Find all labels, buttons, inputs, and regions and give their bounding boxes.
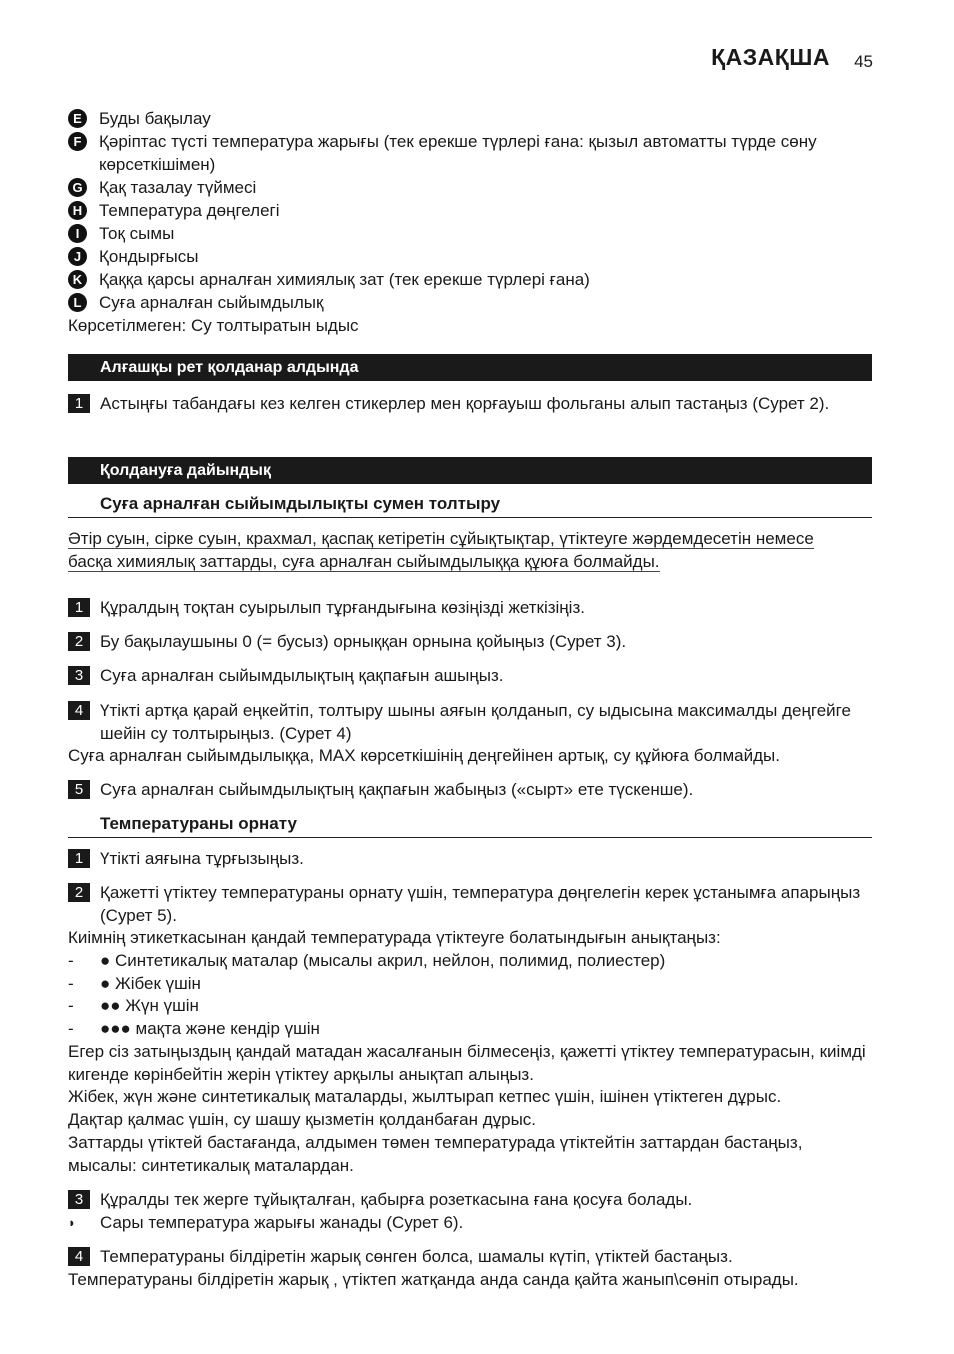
step-item: 4 Үтікті артқа қарай еңкейтіп, толтыру шыны аяғын қолданып, су ыдысына максималды деңгейге шейін су толтырыңыз. (Сурет 4) xyxy=(68,699,872,745)
warning-text: Әтір суын, сірке суын, крахмал, қаспақ кетіретін сұйықтықтар, үтіктеуге жәрдемдесетін немесе басқа химиялық заттарды, суға арналған сыйымдылыққа құюға болмайды. xyxy=(68,529,814,571)
step-number: 1 xyxy=(68,598,90,617)
letter-k-icon: K xyxy=(68,270,87,289)
letter-i-icon: I xyxy=(68,224,87,243)
letter-l-icon: L xyxy=(68,293,87,312)
legend-item: H Температура дөңгелегі xyxy=(68,199,888,222)
step-item: 3 Суға арналған сыйымдылықтың қақпағын ашыңыз. xyxy=(68,664,872,687)
legend-note: Көрсетілмеген: Су толтыратын ыдыс xyxy=(68,316,359,335)
step-item: 4 Температураны білдіретін жарық сөнген болса, шамалы күтіп, үтіктей бастаңыз. xyxy=(68,1245,872,1268)
letter-e-icon: E xyxy=(68,109,87,128)
letter-g-icon: G xyxy=(68,178,87,197)
paragraph: Заттарды үтіктей бастағанда, алдымен төмен температурада үтіктейтін заттардан бастаңыз, мысалы: синтетикалық маталардан. xyxy=(68,1133,803,1175)
legend-item: I Тоқ сымы xyxy=(68,222,888,245)
step-number: 3 xyxy=(68,666,90,685)
letter-j-icon: J xyxy=(68,247,87,266)
step-item: 5 Суға арналған сыйымдылықтың қақпағын жабыңыз («сырт» ете түскенше). xyxy=(68,778,872,801)
page-title: ҚАЗАҚША xyxy=(711,44,830,70)
letter-h-icon: H xyxy=(68,201,87,220)
step-number: 4 xyxy=(68,701,90,720)
note-text: Суға арналған сыйымдылыққа, MAX көрсеткішінің деңгейінен артық, су құйюға болмайды. xyxy=(68,746,780,765)
step-item: 1 Құралдың тоқтан суырылып тұрғандығына көзіңізді жеткізіңіз. xyxy=(68,596,872,619)
list-item: - ● Жібек үшін xyxy=(68,974,201,993)
legend-item: K Қаққа қарсы арналған химиялық зат (тек ерекше түрлері ғана) xyxy=(68,268,888,291)
legend-item: F Қәріптас түсті температура жарығы (тек ерекше түрлері ғана: қызыл автоматты түрде сөну көрсеткішімен) xyxy=(68,130,888,176)
note-text: Температураны білдіретін жарық , үтіктеп жатқанда анда санда қайта жанып\сөніп отырады. xyxy=(68,1270,799,1289)
legend-item: E Буды бақылау xyxy=(68,107,888,130)
paragraph: Дақтар қалмас үшін, су шашу қызметін қолданбаған дұрыс. xyxy=(68,1110,537,1129)
subsection-title-fill-water: Суға арналған сыйымдылықты сумен толтыру xyxy=(68,492,872,518)
step-number: 2 xyxy=(68,883,90,902)
step-number: 4 xyxy=(68,1247,90,1266)
legend-item: J Қондырғысы xyxy=(68,245,888,268)
paragraph: Егер сіз затыңыздың қандай матадан жасалғанын білмесеңіз, қажетті үтіктеу температурасын, киімді кигенде көрінбейтін жерін үтіктеу арқылы анықтап алыңыз. xyxy=(68,1042,866,1084)
section-header-preparation: Қолдануға дайындық xyxy=(68,457,872,484)
step-item: 2 Қажетті үтіктеу температураны орнату үшін, температура дөңгелегін керек ұстанымға апарыңыз (Сурет 5). xyxy=(68,881,872,927)
step-item: 1 Үтікті аяғына тұрғызыңыз. xyxy=(68,847,872,870)
step-number: 2 xyxy=(68,632,90,651)
step-number: 5 xyxy=(68,780,90,799)
step-number: 1 xyxy=(68,394,90,413)
step-item: 2 Бу бақылаушыны 0 (= бусыз) орныққан орнына қойыңыз (Сурет 3). xyxy=(68,630,872,653)
result-arrow-icon: ◗ xyxy=(68,1215,76,1230)
legend-item: L Суға арналған сыйымдылық xyxy=(68,291,888,314)
step-item: 3 Құралды тек жерге тұйықталған, қабырға розеткасына ғана қосуға болады. xyxy=(68,1188,872,1211)
list-item: - ● Синтетикалық маталар (мысалы акрил, нейлон, полимид, полиестер) xyxy=(68,951,666,970)
list-item: - ●●● мақта және кендір үшін xyxy=(68,1019,320,1038)
step-number: 1 xyxy=(68,849,90,868)
step-number: 3 xyxy=(68,1190,90,1209)
legend-item: G Қақ тазалау түймесі xyxy=(68,176,888,199)
subsection-title-temperature: Температураны орнату xyxy=(68,812,872,838)
step-item: 1 Астыңғы табандағы кез келген стикерлер мен қорғауыш фольганы алып тастаңыз (Сурет 2). xyxy=(68,392,872,415)
result-item: ◗ Сары температура жарығы жанады (Сурет 6). xyxy=(68,1213,464,1232)
page-number: 45 xyxy=(854,52,873,71)
letter-f-icon: F xyxy=(68,132,87,151)
parts-legend xyxy=(68,107,888,337)
paragraph: Жібек, жүн және синтетикалық маталарды, жылтырап кетпес үшін, ішінен үтіктеген дұрыс. xyxy=(68,1087,782,1106)
section-header-first-use: Алғашқы рет қолданар алдында xyxy=(68,354,872,381)
intro-text: Киімнің этикеткасынан қандай температурада үтіктеуге болатындығын анықтаңыз: xyxy=(68,928,721,947)
list-item: - ●● Жүн үшін xyxy=(68,996,199,1015)
